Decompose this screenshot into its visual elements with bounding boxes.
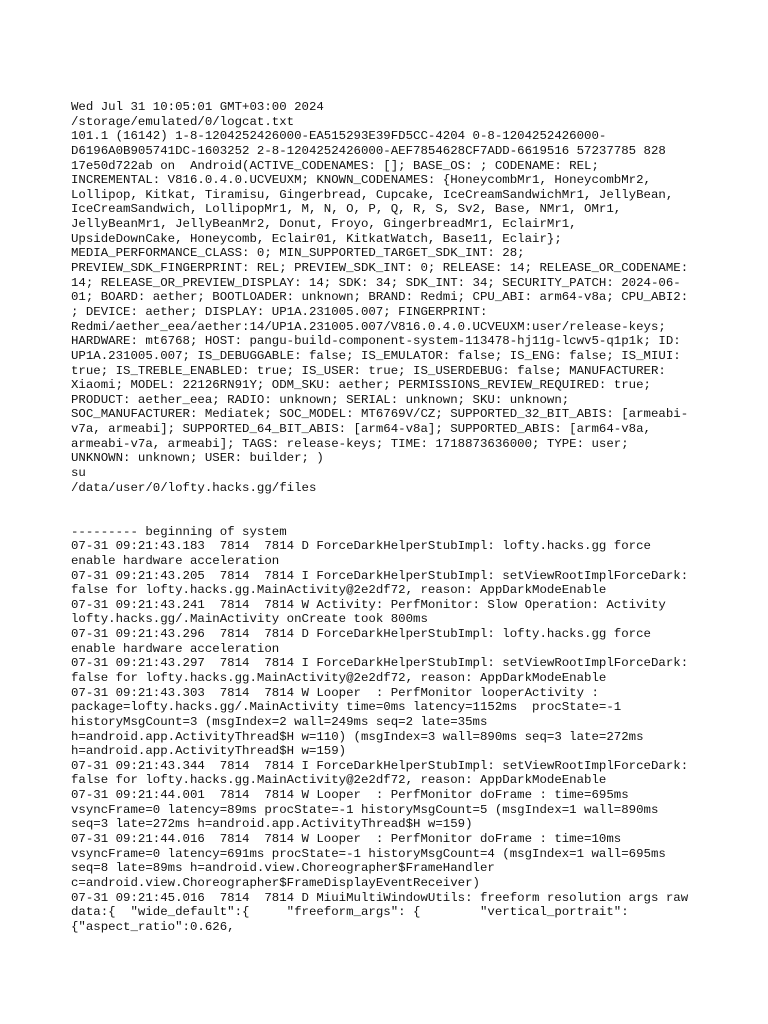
log-line: 07-31 09:21:43.241 7814 7814 W Activity: PerfMonitor: Slow Operation: Activity [71, 597, 666, 612]
log-line: Xiaomi; MODEL: 22126RN91Y; ODM_SKU: aether; PERMISSIONS_REVIEW_REQUIRED: true; [71, 378, 651, 393]
log-line: enable hardware acceleration [71, 553, 280, 568]
log-line: false for lofty.hacks.gg.MainActivity@2e2df72, reason: AppDarkModeEnable [71, 670, 607, 685]
log-line: IceCreamSandwich, LollipopMr1, M, N, O, P, Q, R, S, Sv2, Base, NMr1, OMr1, [71, 202, 622, 217]
log-line: 07-31 09:21:44.001 7814 7814 W Looper : PerfMonitor doFrame : time=695ms [71, 788, 629, 803]
log-line: --------- beginning of system [71, 524, 287, 539]
log-line: 07-31 09:21:43.296 7814 7814 D ForceDarkHelperStubImpl: lofty.hacks.gg force [71, 627, 651, 642]
log-line: 01; BOARD: aether; BOOTLOADER: unknown; BRAND: Redmi; CPU_ABI: arm64-v8a; CPU_ABI2: [71, 290, 689, 305]
log-line: su [71, 466, 86, 481]
log-line: vsyncFrame=0 latency=89ms procState=-1 historyMsgCount=5 (msgIndex=1 wall=890ms [71, 802, 659, 817]
log-line: 07-31 09:21:45.016 7814 7814 D MiuiMultiWindowUtils: freeform resolution args raw [71, 890, 689, 905]
log-line: package=lofty.hacks.gg/.MainActivity time=0ms latency=1152ms procState=-1 [71, 700, 622, 715]
log-line: 07-31 09:21:44.016 7814 7814 W Looper : PerfMonitor doFrame : time=10ms [71, 832, 622, 847]
log-line [71, 495, 731, 510]
log-line: h=android.app.ActivityThread$H w=159) [71, 744, 347, 759]
log-line: /data/user/0/lofty.hacks.gg/files [71, 480, 317, 495]
log-line: UNKNOWN: unknown; USER: builder; ) [71, 451, 324, 466]
log-line: PRODUCT: aether_eea; RADIO: unknown; SERIAL: unknown; SKU: unknown; [71, 392, 570, 407]
log-line: Wed Jul 31 10:05:01 GMT+03:00 2024 [71, 100, 324, 114]
log-line: SOC_MANUFACTURER: Mediatek; SOC_MODEL: MT6769V/CZ; SUPPORTED_32_BIT_ABIS: [armeabi- [71, 407, 689, 422]
log-line: HARDWARE: mt6768; HOST: pangu-build-component-system-113478-hj11g-lcwv5-q1p1k; ID: [71, 334, 681, 349]
log-line: MEDIA_PERFORMANCE_CLASS: 0; MIN_SUPPORTED_TARGET_SDK_INT: 28; [71, 246, 525, 261]
log-line [71, 510, 731, 525]
log-line: c=android.view.Choreographer$FrameDisplayEventReceiver) [71, 875, 480, 890]
log-line: true; IS_TREBLE_ENABLED: true; IS_USER: true; IS_USERDEBUG: false; MANUFACTURER: [71, 363, 666, 378]
log-line: /storage/emulated/0/logcat.txt [71, 114, 295, 129]
log-line: Lollipop, Kitkat, Tiramisu, Gingerbread, Cupcake, IceCreamSandwichMr1, JellyBean, [71, 187, 674, 202]
log-line: armeabi-v7a, armeabi]; TAGS: release-keys; TIME: 1718873636000; TYPE: user; [71, 436, 629, 451]
log-line: data:{ "wide_default":{ "freeform_args": { "vertical_portrait": [71, 905, 629, 920]
log-line: lofty.hacks.gg/.MainActivity onCreate took 800ms [71, 612, 428, 627]
log-line: UP1A.231005.007; IS_DEBUGGABLE: false; IS_EMULATOR: false; IS_ENG: false; IS_MIUI: [71, 348, 681, 363]
log-line: UpsideDownCake, Honeycomb, Eclair01, KitkatWatch, Base11, Eclair}; [71, 231, 562, 246]
log-line: enable hardware acceleration [71, 641, 280, 656]
log-line: ; DEVICE: aether; DISPLAY: UP1A.231005.007; FINGERPRINT: [71, 304, 488, 319]
log-line: {"aspect_ratio":0.626, [71, 919, 235, 934]
log-line: seq=3 late=272ms h=android.app.ActivityThread$H w=159) [71, 817, 473, 832]
log-line: 07-31 09:21:43.297 7814 7814 I ForceDarkHelperStubImpl: setViewRootImplForceDark: [71, 656, 689, 671]
log-line: Redmi/aether_eea/aether:14/UP1A.231005.007/V816.0.4.0.UCVEUXM:user/release-keys; [71, 319, 666, 334]
log-line: v7a, armeabi]; SUPPORTED_64_BIT_ABIS: [arm64-v8a]; SUPPORTED_ABIS: [arm64-v8a, [71, 422, 651, 437]
log-line: 07-31 09:21:43.344 7814 7814 I ForceDarkHelperStubImpl: setViewRootImplForceDark: [71, 758, 689, 773]
log-line: 07-31 09:21:43.183 7814 7814 D ForceDarkHelperStubImpl: lofty.hacks.gg force [71, 539, 651, 554]
log-line: seq=8 late=89ms h=android.view.Choreographer$FrameHandler [71, 861, 495, 876]
log-line: historyMsgCount=3 (msgIndex=2 wall=249ms seq=2 late=35ms [71, 714, 488, 729]
log-line: 14; RELEASE_OR_PREVIEW_DISPLAY: 14; SDK: 34; SDK_INT: 34; SECURITY_PATCH: 2024-06- [71, 275, 681, 290]
log-line: D6196A0B905741DC-1603252 2-8-1204252426000-AEF7854628CF7ADD-6619516 57237785 828 [71, 143, 666, 158]
log-line: h=android.app.ActivityThread$H w=110) (msgIndex=3 wall=890ms seq=3 late=272ms [71, 729, 644, 744]
log-line: vsyncFrame=0 latency=691ms procState=-1 historyMsgCount=4 (msgIndex=1 wall=695ms [71, 846, 666, 861]
log-line: 101.1 (16142) 1-8-1204252426000-EA515293E39FD5CC-4204 0-8-1204252426000- [71, 129, 607, 144]
log-line: INCREMENTAL: V816.0.4.0.UCVEUXM; KNOWN_CODENAMES: {HoneycombMr1, HoneycombMr2, [71, 173, 651, 188]
log-line: 07-31 09:21:43.205 7814 7814 I ForceDarkHelperStubImpl: setViewRootImplForceDark: [71, 568, 689, 583]
log-line: 17e50d722ab on Android(ACTIVE_CODENAMES: []; BASE_OS: ; CODENAME: REL; [71, 158, 599, 173]
log-line: PREVIEW_SDK_FINGERPRINT: REL; PREVIEW_SDK_INT: 0; RELEASE: 14; RELEASE_OR_CODENAME: [71, 261, 689, 276]
logcat-document [71, 100, 731, 935]
log-line: JellyBeanMr1, JellyBeanMr2, Donut, Froyo, GingerbreadMr1, EclairMr1, [71, 217, 577, 232]
log-line: false for lofty.hacks.gg.MainActivity@2e2df72, reason: AppDarkModeEnable [71, 583, 607, 598]
log-line: 07-31 09:21:43.303 7814 7814 W Looper : PerfMonitor looperActivity : [71, 685, 599, 700]
log-line: false for lofty.hacks.gg.MainActivity@2e2df72, reason: AppDarkModeEnable [71, 773, 607, 788]
